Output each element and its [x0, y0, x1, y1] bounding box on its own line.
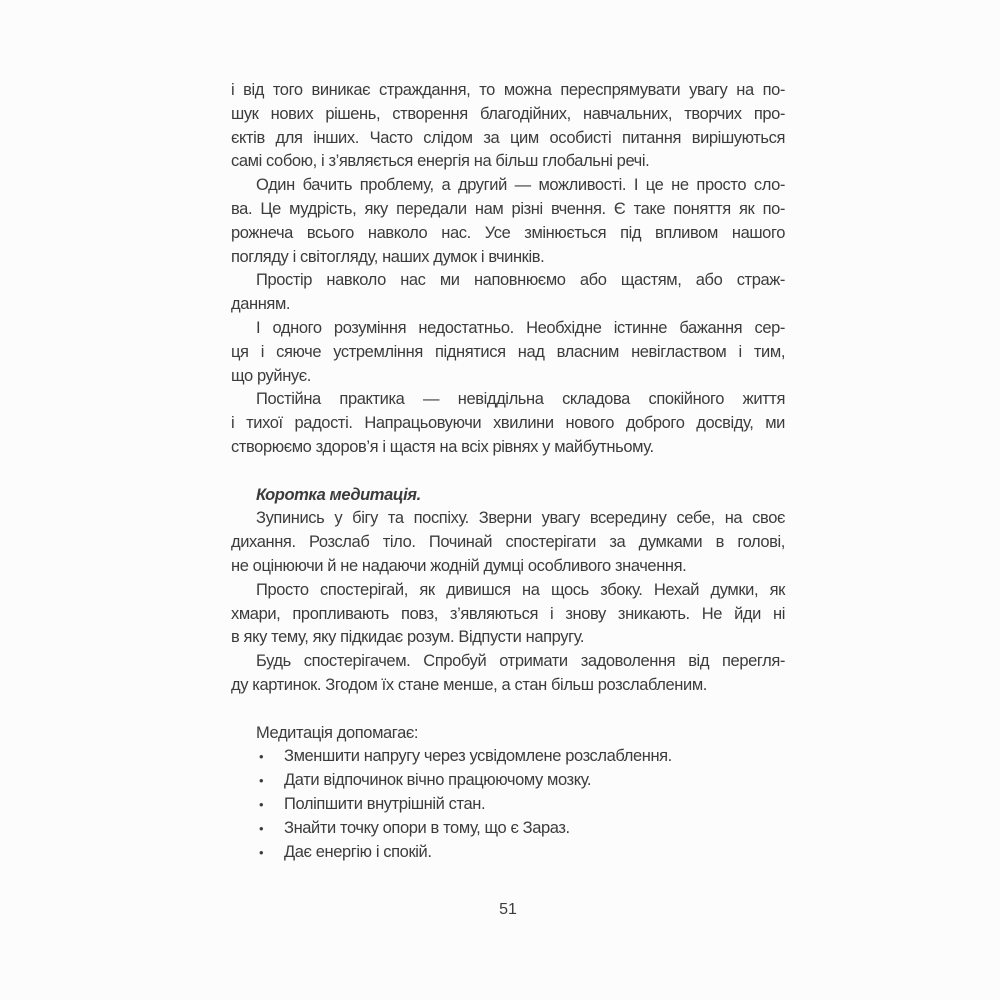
bullet-item: [231, 817, 785, 841]
bullet-list: [231, 745, 785, 864]
bullet-text: Зменшити напругу через усвідомлене розслаблення.: [284, 747, 672, 766]
paragraph: [231, 722, 785, 746]
page-body: [231, 79, 785, 864]
text-line: що руйнує.: [231, 366, 311, 385]
section-heading: Коротка медитація.: [256, 485, 421, 504]
text-line: шук нових рішень, створення благодійних, навчальних, творчих про-: [231, 104, 785, 123]
bullet-item: [231, 793, 785, 817]
paragraph: [231, 317, 785, 388]
text-line: Зупинись у бігу та поспіху. Зверни увагу всередину себе, на своє: [256, 509, 785, 528]
text-line: рожнеча всього навколо нас. Усе змінюється під впливом нашого: [231, 223, 785, 242]
bullet-text: Поліпшити внутрішній стан.: [284, 794, 486, 813]
bullet-item: [231, 769, 785, 793]
paragraph: [231, 79, 785, 174]
text-line: в яку тему, яку підкидає розум. Відпусти напругу.: [231, 628, 585, 647]
text-line: Один бачить проблему, а другий — можливості. І це не просто сло-: [256, 176, 785, 195]
paragraph-spacer: [231, 698, 785, 722]
paragraph: [231, 579, 785, 650]
bullet-item: [231, 745, 785, 769]
text-line: ду картинок. Згодом їх стане менше, а стан більш розслабленим.: [231, 675, 707, 694]
bullet-dot-icon: •: [259, 773, 264, 789]
text-line: Постійна практика — невіддільна складова спокійного життя: [256, 390, 785, 409]
bullet-item: [231, 841, 785, 865]
paragraph: [231, 269, 785, 317]
bullet-dot-icon: •: [259, 749, 264, 765]
bullet-text: Дати відпочинок вічно працюючому мозку.: [284, 771, 592, 790]
text-line: дихання. Розслаб тіло. Починай спостерігати за думками в голові,: [231, 533, 785, 552]
text-line: не оцінюючи й не надаючи жодній думці особливого значення.: [231, 556, 687, 575]
text-line: Простір навколо нас ми наповнюємо або щастям, або страж-: [256, 271, 785, 290]
text-line: хмари, пропливають повз, з’являються і знову зникають. Не йди ні: [231, 604, 785, 623]
paragraph: [231, 507, 785, 578]
text-line: ва. Це мудрість, яку передали нам різні вчення. Є таке поняття як по-: [231, 199, 785, 218]
bullet-text: Дає енергію і спокій.: [284, 842, 432, 861]
bullet-dot-icon: •: [259, 844, 264, 860]
text-line: Просто спостерігай, як дивишся на щось збоку. Нехай думки, як: [256, 580, 785, 599]
text-line: данням.: [231, 295, 291, 314]
text-line: єктів для інших. Часто слідом за цим особисті питання вирішуються: [231, 128, 785, 147]
text-line: погляду і світогляду, наших думок і вчинків.: [231, 247, 545, 266]
text-line: ця і сяюче устремління піднятися над власним невіглаством і тим,: [231, 342, 785, 361]
text-line: і тихої радості. Напрацьовуючи хвилини нового доброго досвіду, ми: [231, 414, 785, 433]
paragraph: [231, 174, 785, 269]
text-line: і від того виникає страждання, то можна переспрямувати увагу на по-: [231, 81, 785, 99]
paragraph: [231, 388, 785, 459]
bullet-dot-icon: •: [259, 820, 264, 836]
bullet-text: Знайти точку опори в тому, що є Зараз.: [284, 818, 570, 837]
paragraph-spacer: [231, 460, 785, 484]
text-line: І одного розуміння недостатньо. Необхідне істинне бажання сер-: [256, 318, 785, 337]
text-line: Медитація допомагає:: [256, 723, 419, 742]
page-number: 51: [499, 901, 517, 918]
text-line: створюємо здоров’я і щастя на всіх рівнях у майбутньому.: [231, 437, 654, 456]
text-line: Будь спостерігачем. Спробуй отримати задоволення від перегля-: [256, 652, 785, 671]
text-line: самі собою, і з’являється енергія на більш глобальні речі.: [231, 152, 650, 171]
paragraph: [231, 650, 785, 698]
bullet-dot-icon: •: [259, 796, 264, 812]
